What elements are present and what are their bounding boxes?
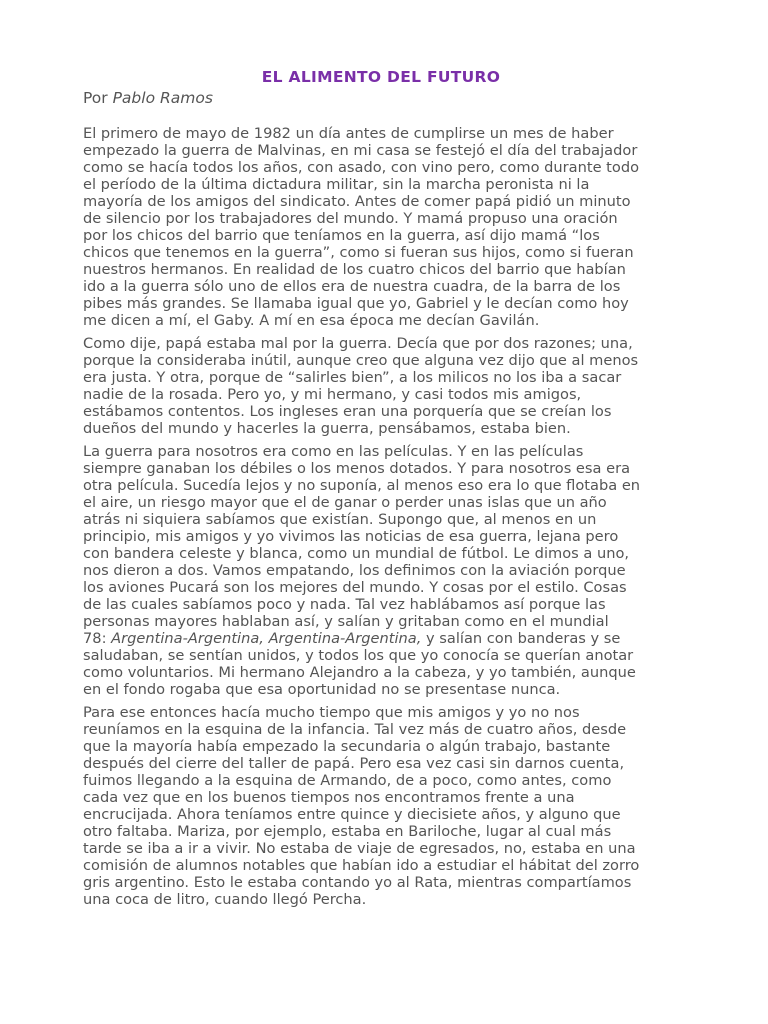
author-name: Pablo Ramos <box>112 89 213 107</box>
text-line: una coca de litro, cuando llegó Percha. <box>83 891 367 908</box>
text-line: era justa. Y otra, porque de “salirles bien”, a los milicos no los iba a sacar <box>83 369 622 386</box>
text-line: que la mayoría había empezado la secundaria o algún trabajo, bastante <box>83 738 611 755</box>
document-body <box>83 125 677 908</box>
text-line: atrás ni siquiera sabíamos que existían. Supongo que, al menos en un <box>83 511 597 528</box>
text-line: otra película. Sucedía lejos y no suponía, al menos eso era lo que flotaba en <box>83 477 641 494</box>
text-line: saludaban, se sentían unidos, y todos los que yo conocía se querían anotar <box>83 647 634 664</box>
text-line: fuimos llegando a la esquina de Armando, de a poco, como antes, como <box>83 772 612 789</box>
text-line: en el fondo rogaba que esa oportunidad no se presentase nunca. <box>83 681 561 698</box>
text-line: Para ese entonces hacía mucho tiempo que mis amigos y yo no nos <box>83 704 580 721</box>
text-line: con bandera celeste y blanca, como un mundial de fútbol. Le dimos a uno, <box>83 545 630 562</box>
text-line: porque la consideraba inútil, aunque creo que alguna vez dijo que al menos <box>83 352 639 369</box>
text-line: después del cierre del taller de papá. Pero esa vez casi sin darnos cuenta, <box>83 755 625 772</box>
text-line: estábamos contentos. Los ingleses eran una porquería que se creían los <box>83 403 612 420</box>
text-line: gris argentino. Esto le estaba contando yo al Rata, mientras compartíamos <box>83 874 632 891</box>
text-line: dueños del mundo y hacerles la guerra, pensábamos, estaba bien. <box>83 420 571 437</box>
text-line: El primero de mayo de 1982 un día antes de cumplirse un mes de haber <box>83 125 614 142</box>
text-line: tarde se iba a ir a vivir. No estaba de viaje de egresados, no, estaba en una <box>83 840 636 857</box>
chant-quote: Argentina-Argentina, Argentina-Argentina, <box>111 630 422 647</box>
text-line: nuestros hermanos. En realidad de los cuatro chicos del barrio que habían <box>83 261 626 278</box>
text-line: como se hacía todos los años, con asado, con vino pero, como durante todo <box>83 159 640 176</box>
text-line <box>83 630 677 647</box>
text-line: personas mayores hablaban así, y salían y gritaban como en el mundial <box>83 613 609 630</box>
text-line: de las cuales sabíamos poco y nada. Tal vez hablábamos así porque las <box>83 596 606 613</box>
text-line: los aviones Pucará son los mejores del mundo. Y cosas por el estilo. Cosas <box>83 579 627 596</box>
text-line: otro faltaba. Mariza, por ejemplo, estaba en Bariloche, lugar al cual más <box>83 823 612 840</box>
text-line: como voluntarios. Mi hermano Alejandro a la cabeza, y yo también, aunque <box>83 664 636 681</box>
text-line: principio, mis amigos y yo vivimos las noticias de esa guerra, lejana pero <box>83 528 619 545</box>
text-line: mayoría de los amigos del sindicato. Antes de comer papá pidió un minuto <box>83 193 631 210</box>
text-line: La guerra para nosotros era como en las películas. Y en las películas <box>83 443 584 460</box>
text-line: chicos que tenemos en la guerra”, como si fueran sus hijos, como si fueran <box>83 244 634 261</box>
text-line: encrucijada. Ahora teníamos entre quince y diecisiete años, y alguno que <box>83 806 621 823</box>
text-line: ido a la guerra sólo uno de ellos era de nuestra cuadra, de la barra de los <box>83 278 621 295</box>
text-line: el período de la última dictadura militar, sin la marcha peronista ni la <box>83 176 590 193</box>
document-page <box>83 67 677 914</box>
paragraph <box>83 704 677 908</box>
text-line: por los chicos del barrio que teníamos en la guerra, así dijo mamá “los <box>83 227 600 244</box>
text-line: reuníamos en la esquina de la infancia. Tal vez más de cuatro años, desde <box>83 721 627 738</box>
text-line: de silencio por los trabajadores del mundo. Y mamá propuso una oración <box>83 210 618 227</box>
text-line: nadie de la rosada. Pero yo, y mi hermano, y casi todos mis amigos, <box>83 386 582 403</box>
text-line: siempre ganaban los débiles o los menos dotados. Y para nosotros esa era <box>83 460 631 477</box>
paragraph <box>83 443 677 698</box>
text-line: comisión de alumnos notables que habían ido a estudiar el hábitat del zorro <box>83 857 640 874</box>
document-title: EL ALIMENTO DEL FUTURO <box>261 68 501 86</box>
text-line: pibes más grandes. Se llamaba igual que yo, Gabriel y le decían como hoy <box>83 295 629 312</box>
text-line: cada vez que en los buenos tiempos nos encontramos frente a una <box>83 789 575 806</box>
byline-prefix: Por <box>83 89 113 107</box>
text-line: el aire, un riesgo mayor que el de ganar o perder unas islas que un año <box>83 494 607 511</box>
mixed-line-end: y salían con banderas y se <box>421 630 621 647</box>
text-line: me dicen a mí, el Gaby. A mí en esa época me decían Gavilán. <box>83 312 540 329</box>
mixed-line-start: 78: <box>83 630 112 647</box>
byline <box>83 88 677 108</box>
paragraph <box>83 125 677 329</box>
text-line: empezado la guerra de Malvinas, en mi casa se festejó el día del trabajador <box>83 142 638 159</box>
text-line: Como dije, papá estaba mal por la guerra. Decía que por dos razones; una, <box>83 335 633 352</box>
text-line: nos dieron a dos. Vamos empatando, los definimos con la aviación porque <box>83 562 626 579</box>
paragraph <box>83 335 677 437</box>
